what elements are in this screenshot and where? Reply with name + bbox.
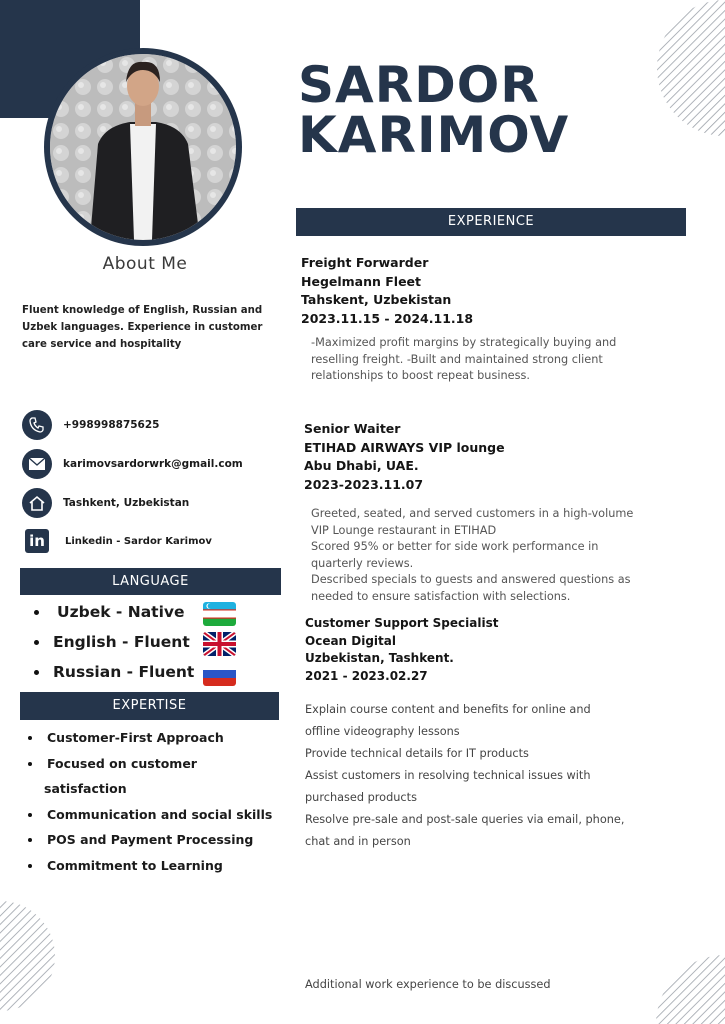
job-title: Freight Forwarder (301, 255, 429, 270)
bullet (28, 838, 32, 842)
job-description-line: offline videography lessons (305, 725, 460, 738)
hatched-circle-decoration (0, 890, 56, 1024)
job-location: Abu Dhabi, UAE. (304, 458, 419, 473)
expertise-label: POS and Payment Processing (47, 832, 254, 847)
job-description-line: chat and in person (305, 835, 411, 848)
expertise-item-continuation (44, 781, 127, 796)
job-description (311, 506, 633, 606)
job-location: Tahskent, Uzbekistan (301, 292, 452, 307)
job-description-line: -Maximized profit margins by strategically buying and (311, 336, 617, 349)
expertise-label: Customer-First Approach (47, 730, 224, 745)
last-name: KARIMOV (298, 106, 570, 164)
job-header (305, 615, 498, 685)
job-description-line: VIP Lounge restaurant in ETIHAD (311, 523, 497, 537)
job-description-line: Resolve pre-sale and post-sale queries via email, phone, (305, 813, 625, 826)
language-item (34, 629, 190, 655)
job-description-line: Greeted, seated, and served customers in a high-volume (311, 507, 634, 520)
linkedin-link[interactable]: Linkedin - Sardor Karimov (65, 535, 212, 547)
bullet (34, 640, 39, 645)
hatched-circle-decoration (634, 955, 725, 1024)
bullet (28, 864, 32, 868)
job-description-line: reselling freight. -Built and maintained strong client (311, 352, 603, 366)
email-address[interactable]: karimovsardorwrk@gmail.com (63, 458, 243, 470)
language-label: Russian - Fluent (53, 663, 195, 681)
bullet (34, 610, 39, 615)
contact-email (22, 448, 243, 480)
email-icon (22, 449, 52, 479)
linkedin-icon: in (22, 526, 52, 556)
job-title: Customer Support Specialist (305, 616, 499, 630)
job-company: ETIHAD AIRWAYS VIP lounge (304, 439, 505, 455)
job-description-line: needed to ensure satisfaction with selections. (311, 589, 571, 603)
expertise-label: Communication and social skills (47, 807, 273, 822)
job-company: Hegelmann Fleet (301, 273, 422, 289)
expertise-label: Commitment to Learning (47, 858, 223, 873)
location-text: Tashkent, Uzbekistan (63, 497, 190, 509)
job-description-line: Assist customers in resolving technical issues with (305, 769, 591, 782)
home-icon (22, 488, 52, 518)
job-dates: 2023-2023.11.07 (304, 476, 424, 492)
experience-heading: EXPERIENCE (296, 208, 686, 236)
language-label: Uzbek - Native (57, 603, 185, 621)
contact-phone (22, 409, 159, 441)
job-header (304, 420, 505, 494)
expertise-label: satisfaction (44, 781, 127, 796)
bullet (28, 736, 32, 740)
job-company: Ocean Digital (305, 633, 396, 648)
bullet (28, 813, 32, 817)
job-description-line: Provide technical details for IT products (305, 747, 529, 760)
expertise-item (28, 730, 224, 745)
language-label: English - Fluent (53, 633, 190, 651)
footer-note: Additional work experience to be discussed (305, 978, 551, 991)
hatched-circle-decoration (650, 0, 725, 140)
job-description-line: Explain course content and benefits for online and (305, 703, 591, 716)
phone-number: +998998875625 (63, 419, 160, 431)
job-dates: 2023.11.15 - 2024.11.18 (301, 310, 474, 326)
expertise-item (28, 756, 197, 771)
russia-flag-icon (203, 662, 236, 686)
job-title: Senior Waiter (304, 421, 401, 436)
contact-linkedin (22, 525, 212, 557)
expertise-heading: EXPERTISE (20, 692, 279, 720)
job-description-line: Described specials to guests and answered questions as (311, 573, 631, 587)
expertise-item (28, 807, 272, 822)
expertise-label: Focused on customer (47, 756, 197, 771)
contact-location (22, 487, 189, 519)
bullet (34, 670, 39, 675)
job-description-line: purchased products (305, 791, 417, 804)
job-dates: 2021 - 2023.02.27 (305, 668, 428, 683)
profile-photo (50, 54, 236, 240)
expertise-item (28, 858, 223, 873)
full-name (298, 56, 570, 164)
job-location: Uzbekistan, Tashkent. (305, 651, 454, 665)
first-name: SARDOR (298, 56, 540, 114)
job-header (301, 254, 473, 328)
job-description (305, 699, 653, 853)
language-heading: LANGUAGE (20, 568, 281, 595)
phone-icon (22, 410, 52, 440)
job-description (311, 335, 616, 385)
expertise-item (28, 832, 253, 847)
bullet (28, 762, 32, 766)
about-heading: About Me (102, 254, 188, 274)
uzbekistan-flag-icon (203, 602, 236, 626)
about-text: Fluent knowledge of English, Russian and Uzbek languages. Experience in customer care service and hospitality (22, 305, 263, 350)
job-description-line: quarterly reviews. (311, 556, 414, 570)
job-description-line: Scored 95% or better for side work performance in (311, 540, 599, 554)
uk-flag-icon (203, 632, 236, 656)
language-item (34, 659, 194, 685)
language-item (34, 599, 185, 625)
job-description-line: relationships to boost repeat business. (311, 369, 530, 383)
